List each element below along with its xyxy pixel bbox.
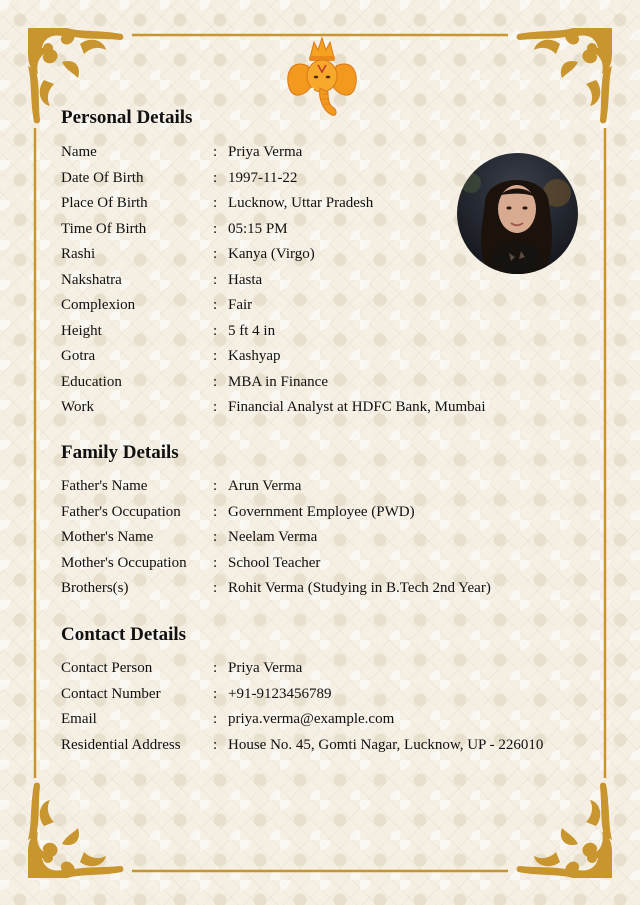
ganesha-icon	[284, 36, 360, 128]
detail-separator: :	[213, 478, 218, 494]
detail-value: Neelam Verma	[228, 529, 318, 545]
detail-row	[61, 396, 601, 418]
detail-value: Government Employee (PWD)	[228, 503, 415, 520]
detail-value: 05:15 PM	[228, 220, 288, 237]
detail-separator: :	[213, 144, 218, 160]
detail-value: Fair	[228, 297, 253, 313]
corner-ornament-icon	[506, 22, 618, 130]
family-details-heading: Family Details	[61, 442, 179, 463]
detail-value: House No. 45, Gomti Nagar, Lucknow, UP - 226010	[228, 736, 544, 753]
detail-value: +91-9123456789	[228, 685, 332, 702]
detail-separator: :	[213, 373, 218, 390]
detail-row	[61, 683, 601, 705]
detail-label: Gotra	[61, 348, 96, 364]
detail-row	[61, 192, 601, 214]
detail-row	[61, 657, 601, 679]
detail-separator: :	[213, 246, 218, 262]
detail-label: Name	[61, 144, 97, 160]
detail-row	[61, 167, 601, 189]
detail-label: Email	[61, 711, 97, 727]
detail-label: Time Of Birth	[61, 220, 147, 237]
detail-label: Complexion	[61, 297, 136, 313]
detail-value: Priya Verma	[228, 660, 303, 676]
detail-label: Nakshatra	[61, 271, 122, 288]
detail-value: Financial Analyst at HDFC Bank, Mumbai	[228, 399, 486, 415]
detail-label: Place Of Birth	[61, 195, 148, 211]
detail-separator: :	[213, 169, 218, 186]
detail-value: Kanya (Virgo)	[228, 246, 315, 262]
detail-row	[61, 501, 601, 523]
detail-label: Residential Address	[61, 736, 181, 753]
detail-separator: :	[213, 220, 218, 237]
detail-label: Contact Person	[61, 660, 153, 676]
detail-row	[61, 218, 601, 240]
detail-separator: :	[213, 195, 218, 211]
detail-value: priya.verma@example.com	[228, 711, 395, 727]
detail-label: Date Of Birth	[61, 169, 144, 186]
detail-row	[61, 526, 601, 548]
detail-row	[61, 243, 601, 265]
detail-row	[61, 552, 601, 574]
detail-label: Father's Occupation	[61, 503, 181, 520]
detail-separator: :	[213, 348, 218, 364]
detail-row	[61, 320, 601, 342]
detail-value: Priya Verma	[228, 144, 303, 160]
detail-separator: :	[213, 503, 218, 520]
personal-details-heading: Personal Details	[61, 107, 193, 128]
detail-label: Mother's Name	[61, 529, 154, 545]
detail-label: Brothers(s)	[61, 580, 129, 596]
detail-label: Rashi	[61, 246, 96, 262]
detail-value: 5 ft 4 in	[228, 322, 276, 339]
corner-ornament-icon	[506, 776, 618, 884]
detail-separator: :	[213, 660, 218, 676]
detail-value: 1997-11-22	[228, 169, 298, 186]
detail-label: Contact Number	[61, 685, 161, 702]
detail-row	[61, 708, 601, 730]
detail-label: Work	[61, 399, 94, 415]
detail-value: School Teacher	[228, 554, 321, 571]
detail-row	[61, 345, 601, 367]
detail-separator: :	[213, 322, 218, 339]
detail-value: Hasta	[228, 271, 263, 288]
detail-value: Kashyap	[228, 348, 281, 364]
detail-row	[61, 475, 601, 497]
detail-label: Father's Name	[61, 478, 148, 494]
detail-separator: :	[213, 685, 218, 702]
detail-label: Height	[61, 322, 102, 339]
detail-separator: :	[213, 271, 218, 288]
corner-ornament-icon	[22, 776, 134, 884]
detail-separator: :	[213, 736, 218, 753]
detail-row	[61, 269, 601, 291]
detail-value: MBA in Finance	[228, 373, 328, 390]
detail-value: Lucknow, Uttar Pradesh	[228, 195, 374, 211]
detail-value: Rohit Verma (Studying in B.Tech 2nd Year)	[228, 580, 491, 596]
detail-row	[61, 294, 601, 316]
detail-separator: :	[213, 529, 218, 545]
detail-separator: :	[213, 711, 218, 727]
detail-label: Mother's Occupation	[61, 554, 187, 571]
detail-separator: :	[213, 399, 218, 415]
detail-row	[61, 371, 601, 393]
detail-value: Arun Verma	[228, 478, 302, 494]
detail-label: Education	[61, 373, 122, 390]
detail-separator: :	[213, 554, 218, 571]
detail-separator: :	[213, 297, 218, 313]
detail-row	[61, 141, 601, 163]
detail-row	[61, 734, 601, 756]
detail-row	[61, 577, 601, 599]
detail-separator: :	[213, 580, 218, 596]
contact-details-heading: Contact Details	[61, 624, 187, 645]
